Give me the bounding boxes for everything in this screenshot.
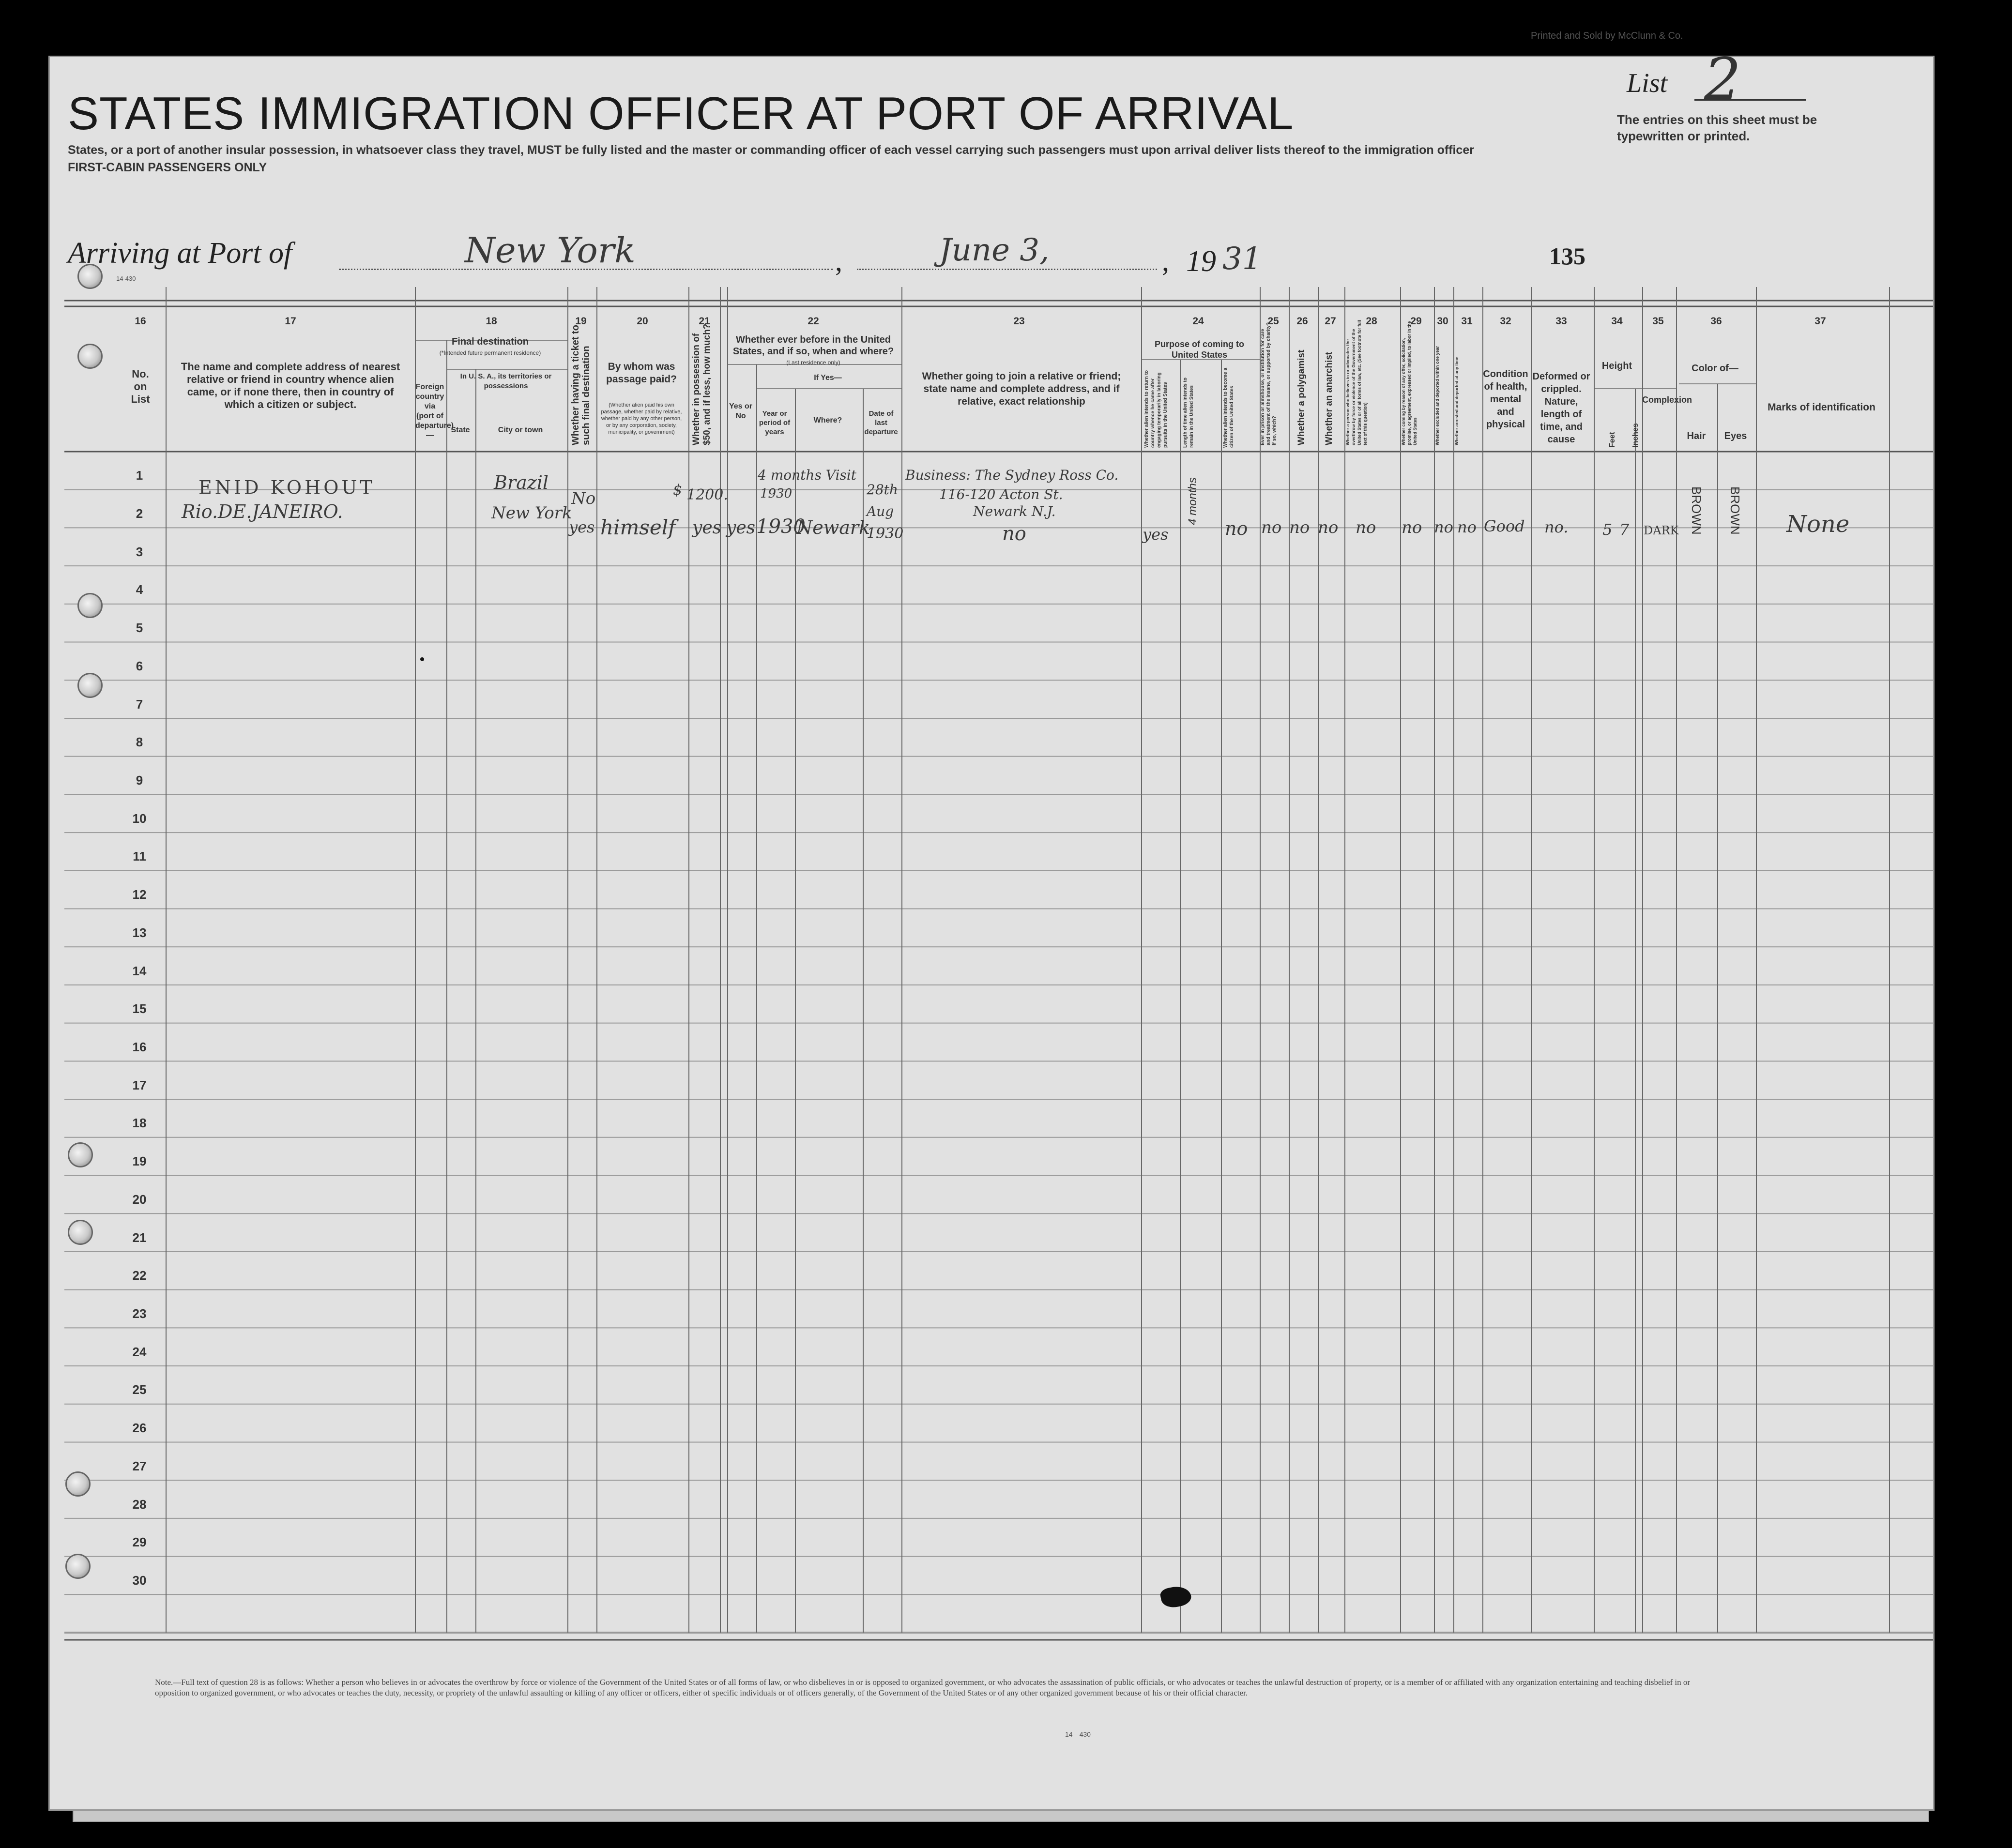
intro-text: [68, 141, 1617, 176]
entry-polygamist: no: [1289, 518, 1310, 537]
column-number: 18: [486, 316, 497, 327]
column-number: 19: [575, 316, 587, 327]
entry-joining-street: 116-120 Acton St.: [939, 486, 1063, 502]
header-final-destination-sub: (*Intended future permanent residence): [439, 349, 541, 356]
header-polygamist: Whether a polygamist: [1296, 349, 1307, 445]
header-marks: Marks of identification: [1768, 402, 1875, 413]
column-number: 22: [808, 316, 819, 327]
entry-money-yes: yes: [692, 518, 722, 538]
entry-joining-relative: no: [1002, 523, 1026, 545]
entry-state-city: New York: [491, 503, 572, 523]
row-number: 19: [132, 1154, 147, 1169]
entry-date-day: 28th: [867, 482, 898, 498]
entry-excluded: no: [1434, 518, 1453, 536]
entry-ticket: No: [571, 489, 596, 508]
row-number: 28: [132, 1497, 147, 1512]
entry-complexion: DARK: [1644, 524, 1679, 537]
column-number: 25: [1267, 316, 1279, 327]
header-complexion: Complexion: [1642, 395, 1692, 405]
header-fifty-dollars: Whether in possession of $50, and if less, how much?: [691, 323, 712, 445]
entry-period: 1930: [756, 515, 806, 538]
port-comma: ,: [835, 245, 842, 277]
punch-hole-7: [65, 1471, 91, 1497]
typewritten-note: The entries on this sheet must be typewritten or printed.: [1617, 112, 1817, 143]
row-number: 1: [136, 468, 143, 483]
header-where: Where?: [813, 416, 842, 424]
header-last-residence: (Last residence only): [786, 359, 840, 366]
entry-feet: 5: [1602, 520, 1613, 539]
row-number: 17: [132, 1077, 147, 1092]
entry-citizen: no: [1225, 518, 1248, 539]
header-height: Height: [1601, 361, 1632, 371]
punch-hole-6: [68, 1220, 93, 1245]
row-number: 8: [136, 735, 143, 750]
header-prison: Ever in prison or almshouse, or institution for care and treatment of the insane, or supported by charity? If so, which?: [1260, 322, 1277, 445]
row-number: 25: [132, 1382, 147, 1397]
header-final-destination: Final destination: [452, 336, 529, 347]
header-offer: Whether coming by reason of any offer, solicitation, promise, or agreement, expressed or implied, to labor in the United States: [1401, 321, 1418, 445]
footnote-code: 14—430: [1065, 1730, 1091, 1738]
date-comma: ,: [1162, 245, 1169, 277]
punch-hole-3: [77, 593, 103, 618]
footnote: Note.—Full text of question 28 is as follows: Whether a person who believes in or advocates the overthrow by force or violence of the Government of the United States or of all forms of law, or who disbelieves in or is opposed to organized government, or who advocates the assassination of public officials, or who advocates or teaches the unlawful destruction of property, or is a member of or affiliated with any organization entertaining and teaching disbelief in or opposition to organized government, or who advocates or teaches the duty, necessity, or propriety of the unlawful assaulting or killing of any officer or officers, either of specific individuals or of officers generally, of the Government of the United States or of any other organized government because of his or their official character.: [155, 1678, 1691, 1697]
intro-line: States, or a port of another insular possession, in whatsoever class they travel, MUST be fully listed and the master or commanding officer of each vessel carrying such passengers must upon arrival deliver lists thereof to the immigration officer: [68, 143, 1474, 157]
row-number: 16: [132, 1040, 147, 1054]
header-deformed: Deformed or crippled. Nature, length of time, and cause: [1532, 371, 1590, 445]
entry-name: ENID KOHOUT: [198, 477, 375, 498]
row-number: 22: [132, 1268, 147, 1283]
entry-foreign-country: Brazil: [494, 472, 549, 493]
entry-deformed: no.: [1544, 518, 1569, 536]
column-number: 34: [1611, 316, 1623, 327]
header-feet: Feet: [1608, 432, 1616, 448]
port-label: Arriving at Port of: [68, 237, 292, 270]
printer-note: Printed and Sold by McClunn & Co.: [1531, 30, 1683, 41]
page-title: STATES IMMIGRATION OFFICER AT PORT OF ARRIVAL: [68, 88, 1294, 139]
entry-offer: no: [1402, 518, 1422, 537]
entry-length: 4 months: [1186, 477, 1199, 525]
entry-marks: None: [1786, 511, 1850, 538]
header-passage-paid-sub: (Whether alien paid his own passage, whether paid by relative, whether paid by any other person, or by any corporation, society, municipality, or government): [601, 402, 682, 435]
column-number: 26: [1296, 316, 1308, 327]
row-number: 13: [132, 925, 147, 940]
column-number: 23: [1013, 316, 1025, 327]
punch-hole-8: [65, 1554, 91, 1579]
row-number: 11: [133, 849, 146, 864]
header-foreign-country: Foreign country via (port of departure)—: [415, 383, 454, 439]
entry-where: Newark: [796, 517, 870, 538]
entry-arrested: no: [1457, 518, 1477, 536]
entry-overthrow: no: [1356, 518, 1376, 537]
header-color-of: Color of—: [1692, 363, 1738, 374]
column-number: 31: [1461, 316, 1473, 327]
header-purpose-length: Length of time alien intends to remain in the United States: [1183, 378, 1194, 448]
entry-prison: no: [1261, 518, 1282, 537]
header-relative: The name and complete address of nearest relative or friend in country whence alien came, or if none there, then in country of which a citizen or subject.: [181, 361, 400, 410]
list-number: 2: [1704, 46, 1741, 113]
row-number: 7: [136, 697, 143, 712]
page-number: 135: [1549, 242, 1585, 270]
year-prefix: 19: [1186, 245, 1216, 278]
column-number: 17: [285, 316, 296, 327]
header-inches: Inches: [1631, 423, 1640, 448]
row-number: 24: [132, 1344, 147, 1359]
entry-inches: 7: [1619, 520, 1630, 539]
header-ever-before: Whether ever before in the United States, and if so, when and where?: [732, 334, 894, 357]
row-number: 15: [132, 1001, 147, 1016]
header-purpose: Purpose of coming to United States: [1154, 339, 1244, 360]
row-number: 29: [132, 1535, 147, 1550]
entry-paid-by: himself: [600, 515, 676, 539]
header-health: Condition of health, mental and physical: [1483, 369, 1528, 430]
header-passage-paid: By whom was passage paid?: [606, 361, 677, 385]
column-number: 35: [1652, 316, 1664, 327]
header-if-yes: If Yes—: [814, 374, 842, 382]
year-suffix: 31: [1222, 241, 1262, 277]
row-number: 12: [132, 887, 147, 902]
column-number: 36: [1710, 316, 1722, 327]
header-year-period: Year or period of years: [759, 409, 791, 436]
entry-period-year: 1930: [760, 486, 793, 501]
column-number: 30: [1437, 316, 1448, 327]
entry-hair: BROWN: [1689, 486, 1704, 535]
entry-period-note: 4 months Visit: [758, 467, 856, 483]
row-number: 4: [136, 582, 143, 597]
row-number: 20: [132, 1192, 147, 1207]
row-number: 30: [132, 1573, 147, 1588]
port-place: New York: [465, 230, 636, 271]
header-no-on-list: No. on List: [131, 368, 150, 405]
entry-joining-city: Newark N.J.: [973, 503, 1056, 519]
row-number: 9: [136, 773, 143, 788]
header-arrested: Whether arrested and deported at any time: [1454, 356, 1459, 445]
header-excluded: Whether excluded and deported within one year: [1435, 346, 1440, 445]
column-number: 29: [1410, 316, 1422, 327]
entry-anarchist: no: [1318, 518, 1339, 537]
entry-return: yes: [1143, 525, 1169, 544]
header-joining-relative: Whether going to join a relative or friend; state name and complete address, and if relative, exact relationship: [922, 371, 1121, 407]
row-number: 18: [132, 1116, 147, 1131]
row-number: 14: [132, 963, 147, 978]
punch-hole-4: [77, 673, 103, 698]
entry-date-month: Aug: [867, 503, 894, 519]
header-purpose-return: Whether alien intends to return to country whence he came after engaging temporarily in laboring pursuits in the United States: [1144, 370, 1168, 448]
header-date-departure: Date of last departure: [864, 409, 898, 436]
row-number: 10: [132, 811, 147, 826]
date-dotline: [857, 269, 1157, 270]
column-number: 33: [1555, 316, 1567, 327]
passenger-class: FIRST-CABIN PASSENGERS ONLY: [68, 161, 267, 174]
header-purpose-citizen: Whether alien intends to become a citizen of the United States: [1223, 367, 1235, 448]
column-number: 20: [637, 316, 648, 327]
row-number: 6: [136, 658, 143, 673]
entry-address: Rio.DE.JANEIRO.: [182, 501, 343, 522]
row-number: 3: [136, 544, 143, 559]
header-in-usa: In U. S. A., its territories or possessions: [460, 372, 552, 390]
header-state: State: [451, 426, 470, 434]
column-number: 21: [699, 316, 710, 327]
header-anarchist: Whether an anarchist: [1324, 351, 1334, 445]
entry-health: Good: [1484, 517, 1525, 535]
punch-hole-5: [68, 1142, 93, 1167]
row-number: 2: [136, 506, 143, 521]
entry-ticket-yes: yes: [569, 518, 595, 536]
row-number: 27: [132, 1458, 147, 1473]
column-number: 28: [1366, 316, 1377, 327]
column-number: 16: [135, 316, 146, 327]
row-number: 21: [132, 1230, 147, 1245]
header-hair: Hair: [1687, 431, 1706, 441]
ink-dot: [420, 657, 424, 661]
entry-money-symbol: $: [673, 482, 683, 499]
row-number: 26: [132, 1421, 147, 1436]
punch-hole-2: [77, 344, 103, 369]
entry-money: 1200.: [686, 486, 728, 503]
column-number: 32: [1500, 316, 1511, 327]
entry-eyes: BROWN: [1728, 486, 1742, 535]
column-number: 37: [1814, 316, 1826, 327]
header-eyes: Eyes: [1724, 431, 1747, 441]
arrival-date: June 3,: [939, 232, 1050, 268]
column-number: 24: [1192, 316, 1204, 327]
entry-joining-firm: Business: The Sydney Ross Co.: [905, 467, 1119, 483]
header-ticket: Whether having a ticket to such final destination: [570, 325, 592, 445]
form-code: 14-430: [116, 275, 136, 282]
column-number: 27: [1325, 316, 1336, 327]
row-number: 23: [132, 1306, 147, 1321]
list-label: List: [1627, 68, 1668, 98]
header-city: City or town: [498, 426, 543, 434]
header-yes-no: Yes or No: [729, 402, 753, 420]
row-number: 5: [136, 621, 143, 636]
header-overthrow: Whether a person who believes in or advocates the overthrow by force or violence of the Government of the United States or of all forms of law, etc. (See footnote for full text of this question): [1345, 320, 1368, 445]
entry-ever-before: yes: [726, 518, 756, 538]
entry-date-year: 1930: [867, 525, 904, 542]
